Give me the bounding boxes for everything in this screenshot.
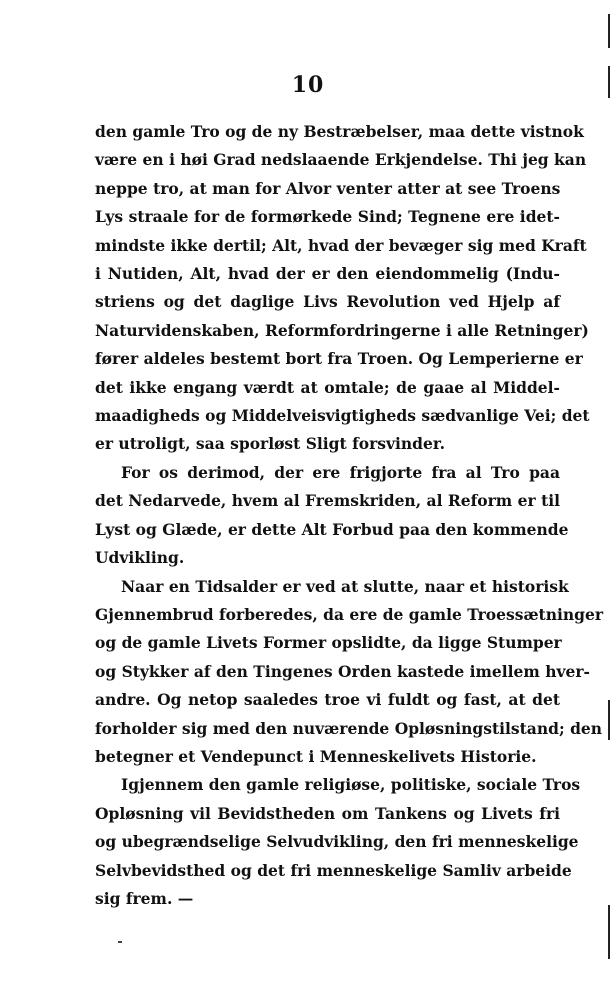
text-line: Opløsning vil Bevidstheden om Tankens og Livets fri	[95, 803, 560, 823]
text-line: være en i høi Grad nedslaaende Erkjendelse. Thi jeg kan	[95, 150, 587, 170]
text-line: Igjennem den gamle religiøse, politiske, sociale Tros	[121, 775, 581, 795]
text-line: i Nutiden, Alt, hvad der er den eiendommelig (Indu-	[95, 264, 560, 284]
text-line: For os derimod, der ere frigjorte fra al Tro paa	[121, 462, 560, 482]
page-edge-mark	[608, 905, 610, 959]
text-line: fører aldeles bestemt bort fra Troen. Og Lemperierne er	[95, 349, 583, 369]
text-line: Naar en Tidsalder er ved at slutte, naar et historisk	[121, 576, 569, 596]
text-line: Naturvidenskaben, Reformfordringerne i alle Retninger)	[95, 320, 589, 340]
text-line: betegner et Vendepunct i Menneskelivets Historie.	[95, 746, 537, 766]
text-line: maadigheds og Middelveisvigtigheds sædvanlige Vei; det	[95, 406, 590, 426]
text-line: neppe tro, at man for Alvor venter atter at see Troens	[95, 178, 561, 198]
text-line: og ubegrændselige Selvudvikling, den fri menneskelige	[95, 832, 579, 852]
page-number: 10	[291, 72, 325, 98]
text-line: Selvbevidsthed og det fri menneskelige Samliv arbeide	[95, 860, 572, 880]
paragraph	[95, 459, 569, 573]
text-line: striens og det daglige Livs Revolution ved Hjelp af	[95, 292, 560, 312]
text-line: mindste ikke dertil; Alt, hvad der bevæger sig med Kraft	[95, 235, 587, 255]
text-line: andre. Og netop saaledes troe vi fuldt og fast, at det	[95, 690, 560, 710]
text-line: og Stykker af den Tingenes Orden kastede imellem hver-	[95, 661, 590, 681]
text-line: Lyst og Glæde, er dette Alt Forbud paa den kommende	[95, 519, 569, 539]
text-line: Gjennembrud forberedes, da ere de gamle Troessætninger	[95, 604, 604, 624]
paragraph	[95, 771, 581, 913]
page-edge-mark	[608, 700, 610, 740]
paragraph	[95, 118, 590, 459]
text-line: det Nedarvede, hvem al Fremskriden, al Reform er til	[95, 491, 560, 511]
text-line: den gamle Tro og de ny Bestræbelser, maa dette vistnok	[95, 122, 584, 141]
text-line: er utroligt, saa sporløst Sligt forsvinder.	[95, 434, 445, 454]
text-line: Lys straale for de formørkede Sind; Tegnene ere idet-	[95, 207, 560, 227]
text-line: det ikke engang værdt at omtale; de gaae al Middel-	[95, 377, 560, 397]
paragraph	[95, 573, 604, 772]
speck-mark	[118, 941, 122, 943]
text-line: Udvikling.	[95, 548, 185, 568]
text-line: og de gamle Livets Former opslidte, da ligge Stumper	[95, 633, 562, 653]
page-body	[95, 118, 604, 913]
page-edge-mark	[608, 14, 610, 48]
text-line: forholder sig med den nuværende Opløsningstilstand; den	[95, 718, 603, 738]
text-line: sig frem. —	[95, 888, 194, 908]
page-edge-mark	[608, 66, 610, 98]
